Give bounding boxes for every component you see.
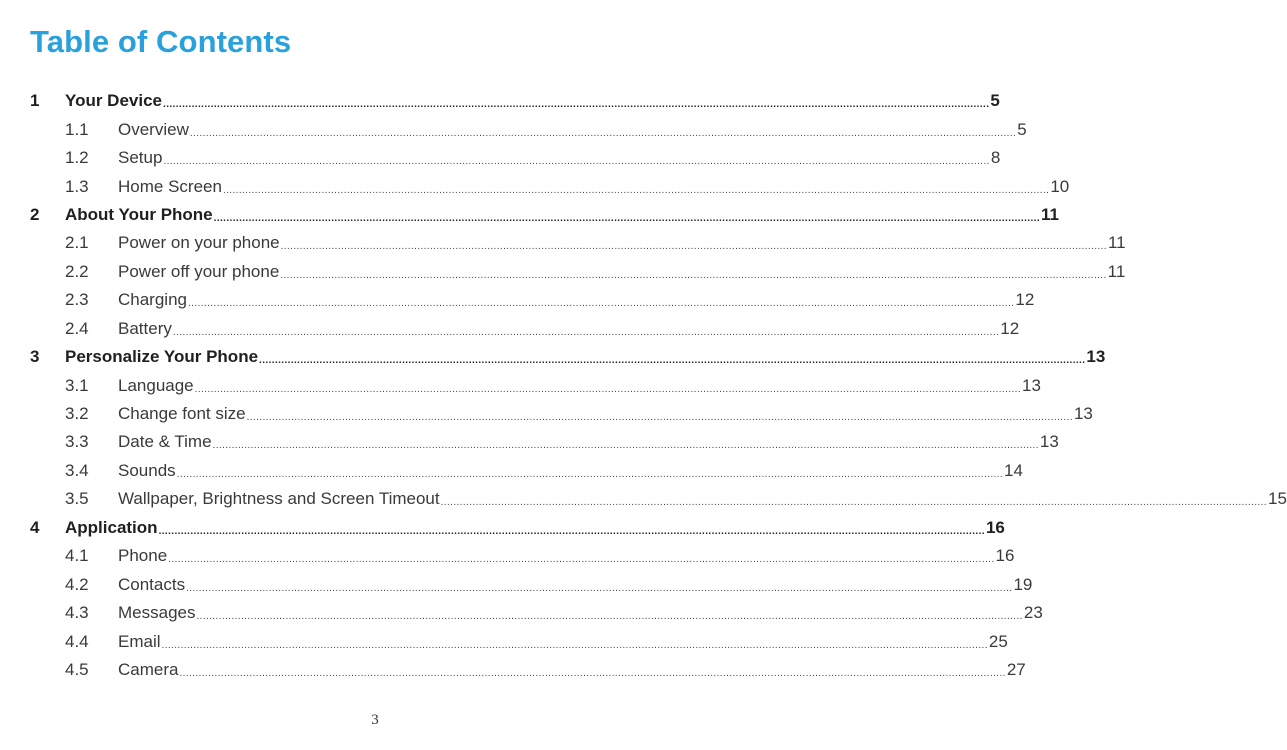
toc-section-entry[interactable] xyxy=(30,371,1041,399)
toc-entry-label[interactable]: Home Screen xyxy=(118,176,222,196)
toc-entry-number: 4.1 xyxy=(65,546,89,566)
toc-entry-number: 4.3 xyxy=(65,603,89,623)
dot-leader: .................................................................................................................................................................................................................................................................... xyxy=(163,99,990,111)
toc-entry-number: 1.3 xyxy=(65,176,89,196)
toc-section-entry[interactable] xyxy=(30,400,1093,428)
dot-leader: .................................................................................................................................................................................................................................................................... xyxy=(172,326,1000,338)
toc-entry-page: 13 xyxy=(1086,347,1106,367)
toc-chapter-entry[interactable] xyxy=(30,201,1059,229)
toc-entry-page: 13 xyxy=(1039,432,1059,452)
toc-entry-number: 2.1 xyxy=(65,233,89,253)
toc-entry-number: 3.2 xyxy=(65,404,89,424)
toc-section-entry[interactable] xyxy=(30,457,1023,485)
toc-section-entry[interactable] xyxy=(30,599,1043,627)
toc-entry-label[interactable]: Charging xyxy=(118,290,187,310)
dot-leader: .................................................................................................................................................................................................................................................................... xyxy=(246,412,1073,424)
toc-entry-page: 23 xyxy=(1023,603,1043,623)
dot-leader: .................................................................................................................................................................................................................................................................... xyxy=(280,241,1107,253)
toc-section-entry[interactable] xyxy=(30,115,1027,143)
toc-entry-label[interactable]: Sounds xyxy=(118,460,176,480)
page-title: Table of Contents xyxy=(30,24,292,59)
toc-entry-label[interactable]: Date & Time xyxy=(118,432,212,452)
toc-chapter-entry[interactable] xyxy=(30,87,1000,115)
toc-entry-label[interactable]: Wallpaper, Brightness and Screen Timeout xyxy=(118,489,440,509)
toc-entry-number: 4.2 xyxy=(65,574,89,594)
dot-leader: .................................................................................................................................................................................................................................................................... xyxy=(213,212,1041,224)
toc-section-entry[interactable] xyxy=(30,570,1033,598)
toc-entry-label[interactable]: Phone xyxy=(118,546,168,566)
toc-entry-number: 2.2 xyxy=(65,261,89,281)
toc-section-entry[interactable] xyxy=(30,542,1015,570)
dot-leader: .................................................................................................................................................................................................................................................................... xyxy=(161,639,988,651)
toc-section-entry[interactable] xyxy=(30,627,1008,655)
toc-entry-page: 13 xyxy=(1073,404,1093,424)
toc-entry-page: 11 xyxy=(1107,261,1126,281)
toc-entry-label[interactable]: Email xyxy=(118,631,161,651)
toc-entry-number: 3.3 xyxy=(65,432,89,452)
toc-section-entry[interactable] xyxy=(30,428,1059,456)
toc-entry-page: 12 xyxy=(1015,290,1035,310)
toc-entry-label[interactable]: Change font size xyxy=(118,404,246,424)
toc-entry-page: 25 xyxy=(988,631,1008,651)
toc-entry-label[interactable]: Messages xyxy=(118,603,196,623)
toc-section-entry[interactable] xyxy=(30,229,1126,257)
toc-entry-page: 5 xyxy=(990,91,1000,111)
toc-entry-number: 2.3 xyxy=(65,290,89,310)
toc-entry-number: 3.4 xyxy=(65,460,89,480)
toc-section-entry[interactable] xyxy=(30,315,1020,343)
toc-section-entry[interactable] xyxy=(30,286,1035,314)
toc-list xyxy=(30,87,1287,684)
toc-entry-label[interactable]: Contacts xyxy=(118,574,186,594)
toc-entry-page: 10 xyxy=(1050,176,1070,196)
toc-entry-label[interactable]: Camera xyxy=(118,659,179,679)
dot-leader: .................................................................................................................................................................................................................................................................... xyxy=(212,440,1039,452)
toc-section-entry[interactable] xyxy=(30,172,1070,200)
toc-entry-number: 3.5 xyxy=(65,489,89,509)
toc-entry-page: 16 xyxy=(995,546,1015,566)
toc-entry-number: 4.5 xyxy=(65,659,89,679)
page-number: 3 xyxy=(371,712,379,728)
toc-entry-page: 8 xyxy=(990,148,1001,168)
toc-entry-page: 14 xyxy=(1004,460,1023,480)
toc-section-entry[interactable] xyxy=(30,144,1001,172)
toc-entry-label[interactable]: Overview xyxy=(118,119,189,139)
dot-leader: .................................................................................................................................................................................................................................................................... xyxy=(176,468,1004,480)
toc-entry-page: 19 xyxy=(1013,574,1033,594)
toc-entry-page: 27 xyxy=(1006,659,1026,679)
toc-entry-label[interactable]: Power off your phone xyxy=(118,261,280,281)
toc-chapter-entry[interactable] xyxy=(30,514,1005,542)
toc-entry-page: 5 xyxy=(1017,119,1027,139)
toc-entry-page: 13 xyxy=(1022,375,1041,395)
dot-leader: .................................................................................................................................................................................................................................................................... xyxy=(194,383,1022,395)
toc-entry-number: 1.2 xyxy=(65,148,89,168)
toc-entry-label[interactable]: About Your Phone xyxy=(65,204,213,224)
toc-entry-label[interactable]: Setup xyxy=(118,148,163,168)
toc-entry-number: 3 xyxy=(30,347,40,367)
toc-entry-label[interactable]: Language xyxy=(118,375,194,395)
dot-leader: .................................................................................................................................................................................................................................................................... xyxy=(179,667,1006,679)
toc-entry-label[interactable]: Personalize Your Phone xyxy=(65,347,259,367)
dot-leader: .................................................................................................................................................................................................................................................................... xyxy=(222,184,1050,196)
toc-entry-label[interactable]: Power on your phone xyxy=(118,233,280,253)
toc-entry-label[interactable]: Battery xyxy=(118,318,172,338)
toc-entry-number: 4.4 xyxy=(65,631,89,651)
toc-entry-page: 11 xyxy=(1107,233,1126,253)
toc-entry-number: 2 xyxy=(30,204,40,224)
toc-section-entry[interactable] xyxy=(30,656,1026,684)
toc-entry-label[interactable]: Your Device xyxy=(65,91,163,111)
dot-leader: .................................................................................................................................................................................................................................................................... xyxy=(280,269,1107,281)
toc-entry-page: 15 xyxy=(1267,489,1287,509)
toc-entry-number: 4 xyxy=(30,517,40,537)
toc-entry-page: 11 xyxy=(1041,204,1059,224)
dot-leader: .................................................................................................................................................................................................................................................................... xyxy=(440,497,1267,509)
toc-entry-label[interactable]: Application xyxy=(65,517,158,537)
toc-entry-page: 12 xyxy=(1000,318,1020,338)
dot-leader: .................................................................................................................................................................................................................................................................... xyxy=(259,355,1086,367)
dot-leader: .................................................................................................................................................................................................................................................................... xyxy=(158,525,985,537)
toc-entry-number: 1 xyxy=(30,91,40,111)
toc-section-entry[interactable] xyxy=(30,258,1126,286)
toc-entry-number: 2.4 xyxy=(65,318,89,338)
dot-leader: .................................................................................................................................................................................................................................................................... xyxy=(188,298,1015,310)
toc-section-entry[interactable] xyxy=(30,485,1287,513)
dot-leader: .................................................................................................................................................................................................................................................................... xyxy=(186,582,1013,594)
dot-leader: .................................................................................................................................................................................................................................................................... xyxy=(163,156,990,168)
toc-entry-number: 1.1 xyxy=(65,119,89,139)
dot-leader: .................................................................................................................................................................................................................................................................... xyxy=(196,611,1023,623)
toc-entry-page: 16 xyxy=(985,517,1005,537)
dot-leader: .................................................................................................................................................................................................................................................................... xyxy=(189,127,1017,139)
toc-entry-number: 3.1 xyxy=(65,375,89,395)
toc-chapter-entry[interactable] xyxy=(30,343,1106,371)
dot-leader: .................................................................................................................................................................................................................................................................... xyxy=(168,554,995,566)
